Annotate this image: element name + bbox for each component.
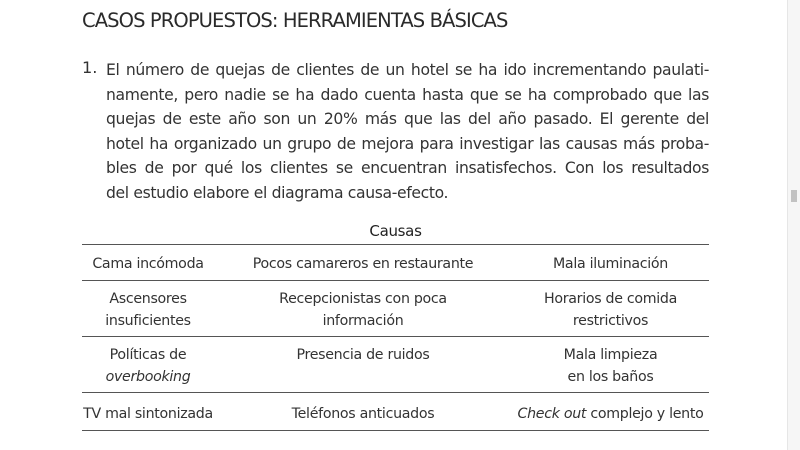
paragraph-line: hotel ha organizado un grupo de mejora para investigar las causas más proba-: [106, 134, 709, 153]
cell-line: [214, 404, 512, 426]
cell-line: [82, 289, 214, 311]
cell-text: TV mal sintonizada: [83, 406, 213, 422]
cell-text: restrictivos: [572, 312, 649, 329]
paragraph-line: bles de por qué los clientes se encuentran insatisfechos. Con los resultados: [106, 159, 709, 178]
exercise-paragraph: [106, 58, 709, 206]
cell-line: [512, 345, 709, 367]
table-cell: [512, 393, 709, 431]
table-cell: [214, 281, 512, 337]
cell-text: insuficientes: [105, 312, 191, 329]
paragraph-line: quejas de este año son un 20% más que las del año pasado. El gerente del: [106, 110, 709, 129]
cell-text: Políticas de: [109, 347, 187, 363]
cell-text: Teléfonos anticuados: [291, 406, 435, 422]
cell-line: [82, 345, 214, 367]
cell-italic-text: overbooking: [105, 368, 191, 385]
causes-table-wrapper: [82, 222, 709, 431]
table-row: [82, 245, 709, 281]
cell-text: Mala limpieza: [563, 347, 658, 363]
table-cell: [512, 245, 709, 281]
cell-text: Ascensores: [109, 291, 187, 307]
cell-line: [82, 367, 214, 389]
cell-italic-text: Check out: [517, 406, 587, 422]
table-cell: [214, 337, 512, 393]
cell-line: [82, 404, 214, 426]
causes-table: [82, 244, 709, 431]
section-heading: CASOS PROPUESTOS: HERRAMIENTAS BÁSICAS: [82, 9, 508, 32]
table-cell: [214, 393, 512, 431]
cell-line: [214, 289, 512, 311]
cell-line: [82, 311, 214, 333]
cell-line: [214, 254, 512, 276]
exercise-number: 1.: [82, 58, 98, 77]
table-row: [82, 337, 709, 393]
cell-text: Pocos camareros en restaurante: [252, 256, 474, 272]
cell-text: información: [322, 312, 404, 329]
table-row: [82, 393, 709, 431]
cell-line: [512, 289, 709, 311]
table-cell: [82, 337, 214, 393]
cell-text: Cama incómoda: [92, 256, 204, 272]
table-cell: [512, 337, 709, 393]
cell-text: Recepcionistas con poca: [279, 291, 447, 307]
table-cell: [512, 281, 709, 337]
table-cell: [214, 245, 512, 281]
cell-text: Horarios de comida: [543, 291, 678, 307]
scrollbar-thumb[interactable]: [791, 190, 797, 202]
cell-text: complejo y lento: [586, 406, 704, 422]
vertical-scrollbar[interactable]: [787, 0, 800, 450]
cell-text: Presencia de ruidos: [296, 347, 430, 363]
table-title: Causas: [369, 222, 422, 240]
table-cell: [82, 245, 214, 281]
cell-line: [512, 311, 709, 333]
cell-text: Mala iluminación: [552, 256, 669, 272]
table-row: [82, 281, 709, 337]
cell-line: [512, 254, 709, 276]
table-cell: [82, 393, 214, 431]
cell-line: [512, 404, 709, 426]
cell-line: [214, 311, 512, 333]
cell-line: [512, 367, 709, 389]
paragraph-line: El número de quejas de clientes de un hotel se ha ido incrementando paulati-: [106, 61, 709, 79]
cell-line: [214, 345, 512, 367]
cell-text: en los baños: [567, 368, 654, 385]
paragraph-line: del estudio elabore el diagrama causa-efecto.: [106, 183, 449, 202]
table-cell: [82, 281, 214, 337]
paragraph-line: namente, pero nadie se ha dado cuenta hasta que se ha comprobado que las: [106, 85, 709, 104]
cell-line: [82, 254, 214, 276]
